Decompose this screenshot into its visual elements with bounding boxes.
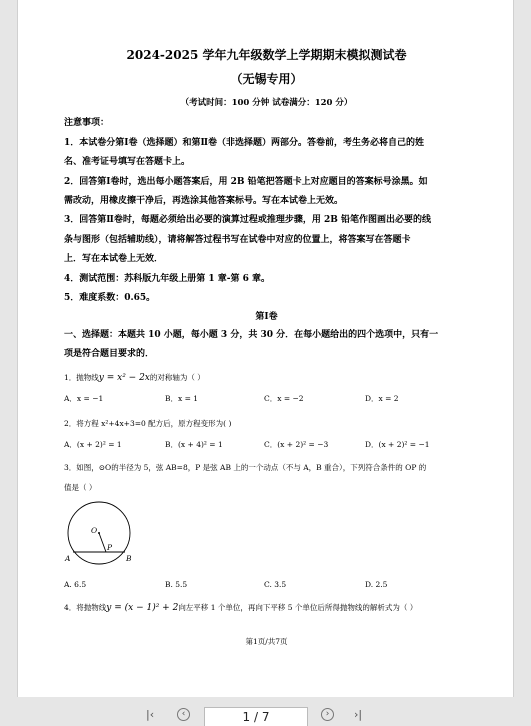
doc-title: 2024-2025 学年九年级数学上学期期末模拟测试卷 <box>126 48 407 62</box>
q3-option-c: C. 3.5 <box>264 580 287 589</box>
figure-label-b: B <box>126 554 132 563</box>
part1-heading: 一、选择题：本题共 10 小题，每小题 3 分，共 30 分．在每小题给出的四个选项中，只有一 <box>64 330 439 340</box>
figure-label-o: O <box>91 526 98 535</box>
q2-option-d: D．(x + 2)² = −1 <box>365 440 430 449</box>
question-1-stem: 1．抛物线y = x² − 2x的对称轴为（ ） <box>64 373 205 383</box>
section-title: 第Ⅰ卷 <box>255 312 278 322</box>
notice-line: 3．回答第Ⅱ卷时，每题必须给出必要的演算过程或推理步骤，用 2B 铅笔作图画出必要的线 <box>64 215 431 225</box>
first-page-icon[interactable]: |‹ <box>146 708 155 721</box>
q2-option-a: A．(x + 2)² = 1 <box>64 440 122 449</box>
q1-option-b: B．x = 1 <box>165 394 199 403</box>
question-2-stem: 2．将方程 x²+4x+3=0 配方后，原方程变形为( ) <box>64 419 232 428</box>
q1-option-d: D．x = 2 <box>365 394 399 403</box>
page-footer: 第1页/共7页 <box>245 637 288 646</box>
notice-line: 上．写在本试卷上无效． <box>64 254 164 264</box>
notice-line: 5．难度系数：0.65。 <box>64 293 156 303</box>
notice-line: 名、准考证号填写在答题卡上。 <box>64 157 191 167</box>
next-page-icon[interactable]: › <box>321 708 334 721</box>
prev-page-icon[interactable]: ‹ <box>177 708 190 721</box>
notice-line: 需改动，用橡皮擦干净后，再选涂其他答案标号。写在本试卷上无效。 <box>64 196 344 206</box>
figure-label-a: A <box>65 554 71 563</box>
pagination-toolbar <box>0 704 531 724</box>
last-page-icon[interactable]: ›| <box>354 708 363 721</box>
circle-figure <box>62 500 142 568</box>
question-4-stem: 4．将抛物线y = (x − 1)² + 2向左平移 1 个单位，再向下平移 5 个单位后所得抛物线的解析式为（ ） <box>64 603 418 613</box>
figure-label-p: P <box>107 543 113 552</box>
q1-option-c: C．x = −2 <box>264 394 304 403</box>
q3-option-a: A. 6.5 <box>64 580 87 589</box>
part1-heading-cont: 项是符合题目要求的． <box>64 349 155 359</box>
q1-option-a: A．x = −1 <box>64 394 104 403</box>
notice-line: 4．测试范围：苏科版九年级上册第 1 章-第 6 章。 <box>64 274 271 284</box>
q2-option-b: B．(x + 4)² = 1 <box>165 440 223 449</box>
notice-line: 2．回答第Ⅰ卷时，选出每小题答案后，用 2B 铅笔把答题卡上对应题目的答案标号涂黑。如 <box>64 177 428 187</box>
q3-option-d: D. 2.5 <box>365 580 388 589</box>
notice-heading: 注意事项： <box>64 118 110 128</box>
question-3-stem: 3．如图，⊙O的半径为 5，弦 AB=8，P 是弦 AB 上的一个动点（不与 A，B 重合），下列符合条件的 OP 的 <box>64 463 427 472</box>
question-3-stem-cont: 值是（ ） <box>64 483 97 492</box>
doc-subtitle: （无锡专用） <box>230 72 303 86</box>
q3-option-b: B. 5.5 <box>165 580 188 589</box>
document-page <box>17 0 514 697</box>
exam-info: （考试时间：100 分钟 试卷满分：120 分） <box>180 98 353 108</box>
notice-line: 条与图形（包括辅助线），请将解答过程书写在试卷中对应的位置上，将答案写在答题卡 <box>64 235 411 245</box>
page-indicator[interactable]: 1 / 7 <box>204 707 308 726</box>
notice-line: 1．本试卷分第Ⅰ卷（选择题）和第Ⅱ卷（非选择题）两部分。答卷前，考生务必将自己的姓 <box>64 138 425 148</box>
q2-option-c: C．(x + 2)² = −3 <box>264 440 329 449</box>
